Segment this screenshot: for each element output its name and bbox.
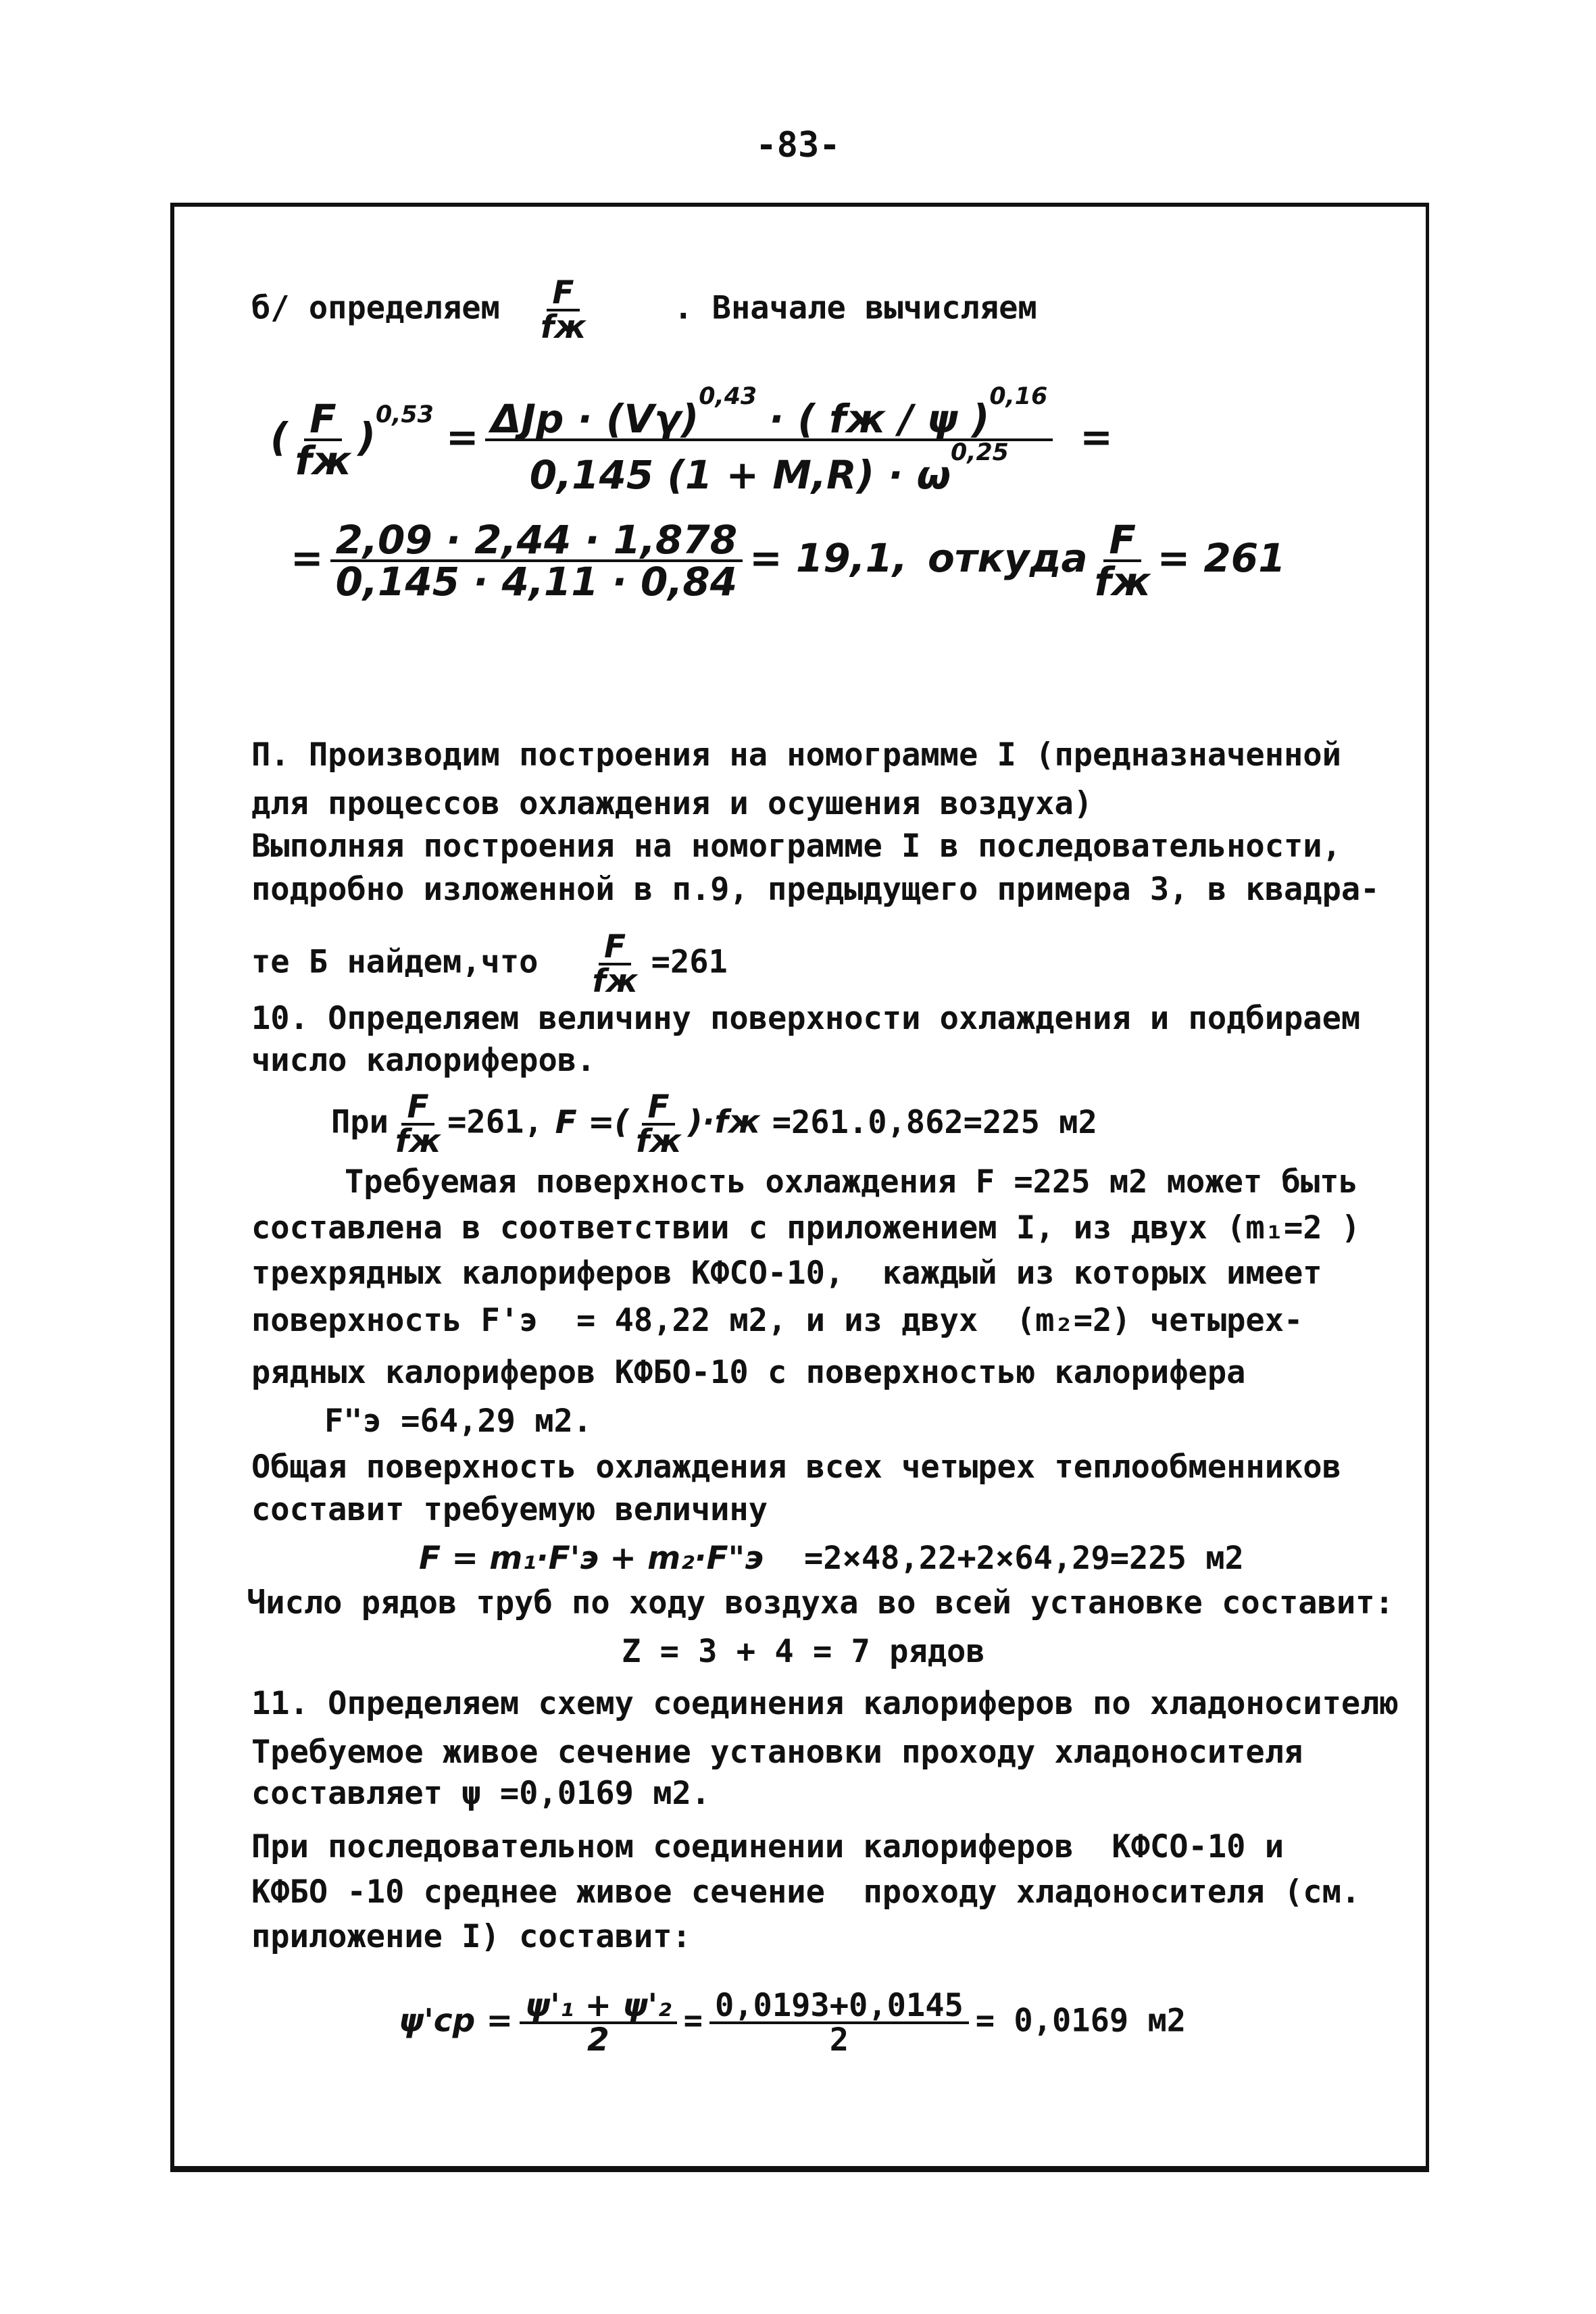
frac-num: 2,09 · 2,44 · 1,878 (330, 520, 743, 562)
text-line: составлена в соответствии с приложением I, из двух (m₁=2 ) (251, 1209, 1361, 1247)
text-line: подробно изложенной в п.9, предыдущего примера 3, в квадра- (251, 871, 1380, 908)
frac-num: F (304, 399, 342, 441)
text-line: Общая поверхность охлаждения всех четырех теплообменников (251, 1449, 1341, 1486)
text-line: поверхность F'э = 48,22 м2, и из двух (m₂=2) четырех- (251, 1302, 1303, 1339)
text-line: F"э =64,29 м2. (324, 1403, 593, 1440)
frac-num: ψ'₁ + ψ'₂ (520, 1990, 677, 2024)
frac-den: fж (1094, 559, 1151, 605)
paren: ( (614, 1103, 629, 1141)
frac-den: 2 (587, 2021, 609, 2059)
equals: = (1080, 413, 1113, 460)
text-line: приложение I) составит: (251, 1918, 691, 1955)
found-value: =261 (651, 943, 728, 981)
numeric-fraction (709, 1987, 969, 2059)
text-line: 11. Определяем схему соединения калориферов по хладоносителю (251, 1685, 1399, 1722)
formula-2 (291, 517, 1286, 605)
num-tail: · ( fж / ψ ) (769, 395, 990, 442)
text-line: составит требуемую величину (251, 1491, 768, 1528)
exp: 0,25 (951, 438, 1009, 466)
frac-den: 2 (829, 2021, 849, 2059)
lhs-exponent: 0,53 (375, 401, 434, 429)
frac-num: F (1103, 520, 1141, 562)
text-line: 10. Определяем величину поверхности охлаждения и подбираем (251, 1000, 1361, 1037)
text-line: Требуемое живое сечение установки проходу хладоносителя (251, 1734, 1303, 1771)
frac-num: F (642, 1091, 674, 1126)
den-part: 0,145 (1 + M,R) · ω (529, 451, 951, 498)
frac-num: F (599, 931, 631, 965)
line-text: те Б найдем,что (251, 943, 539, 981)
result: = 0,0169 м2 (975, 2002, 1187, 2040)
calc-result: =261.0,862=225 м2 (772, 1103, 1097, 1141)
frac-den (529, 438, 1009, 498)
text-line: П. Производим построения на номограмме I (предназначенной (251, 736, 1341, 774)
frac-den: fж (295, 437, 351, 484)
equals: = (683, 2002, 703, 2040)
final-value: = 261 (1157, 535, 1286, 582)
fraction-f-over-fzh (592, 928, 638, 1000)
frac-den: fж (395, 1123, 441, 1160)
f-symbol: F = (555, 1103, 615, 1141)
expr: F = m₁·F'э + m₂·F"э (419, 1540, 764, 1577)
fraction-f-over-fzh (540, 274, 587, 346)
text-line: КФБО -10 среднее живое сечение проходу хладоносителя (см. (251, 1873, 1361, 1911)
equals: = (445, 413, 479, 460)
lhs: ψ'ср = (399, 2002, 513, 2040)
step-b-prefix: б/ определяем (251, 289, 500, 327)
text-line: Требуемая поверхность охлаждения F =225 м2 может быть (345, 1163, 1358, 1201)
formula-1 (270, 383, 1113, 498)
frac-den: fж (635, 1123, 682, 1160)
word-otkuda: откуда (928, 535, 1088, 582)
pri-label: При (331, 1103, 389, 1141)
frac-den: 0,145 · 4,11 · 0,84 (335, 559, 738, 605)
paren: ) (357, 413, 376, 460)
lhs-fraction (295, 395, 351, 484)
value: =2×48,22+2×64,29=225 м2 (803, 1540, 1244, 1577)
text-line: для процессов охлаждения и осушения воздуха) (251, 785, 1093, 822)
fraction-f-over-fzh (635, 1088, 682, 1160)
sum-formula (419, 1538, 1244, 1579)
step-b-suffix: . Вначале вычисляем (674, 289, 1037, 327)
step-b-line (251, 274, 1037, 346)
psi-fraction (520, 1987, 677, 2059)
num-part: ΔJр · (Vγ) (491, 395, 699, 442)
pri-line (331, 1088, 1097, 1160)
page-number: -83- (755, 125, 841, 166)
rows-formula: Z = 3 + 4 = 7 рядов (622, 1633, 985, 1670)
frac-den: fж (592, 963, 638, 1000)
fraction-f-over-fzh (395, 1088, 441, 1160)
paren-times-fzh: )·fж (688, 1103, 760, 1141)
numeric-fraction (330, 517, 743, 605)
exp: 0,16 (989, 383, 1048, 410)
frac-num: F (401, 1091, 434, 1126)
exp: 0,43 (699, 383, 757, 410)
frac-num: 0,0193+0,0145 (709, 1990, 969, 2024)
text-line: Число рядов труб по ходу воздуха во всей установке составит: (247, 1584, 1394, 1621)
text-line: число калориферов. (251, 1042, 596, 1079)
text-line: составляет ψ =0,0169 м2. (251, 1775, 711, 1812)
value: =261, (447, 1103, 543, 1141)
equals: = (291, 535, 324, 582)
frac-den: fж (540, 309, 587, 346)
text-line (251, 928, 728, 1000)
text-line: При последовательном соединении калориферов КФСО-10 и (251, 1828, 1285, 1865)
text-line: рядных калориферов КФБО-10 с поверхностью калорифера (251, 1354, 1246, 1391)
psi-formula (399, 1987, 1187, 2059)
rhs-fraction (485, 383, 1053, 498)
result: = 19,1, (749, 535, 908, 582)
frac-num (485, 385, 1053, 441)
text-line: Выполняя построения на номограмме I в последовательности, (251, 828, 1341, 865)
text-line: трехрядных калориферов КФСО-10, каждый из которых имеет (251, 1255, 1322, 1292)
paren: ( (270, 413, 289, 460)
frac-num: F (547, 277, 579, 311)
fraction-f-over-fzh (1094, 517, 1151, 605)
